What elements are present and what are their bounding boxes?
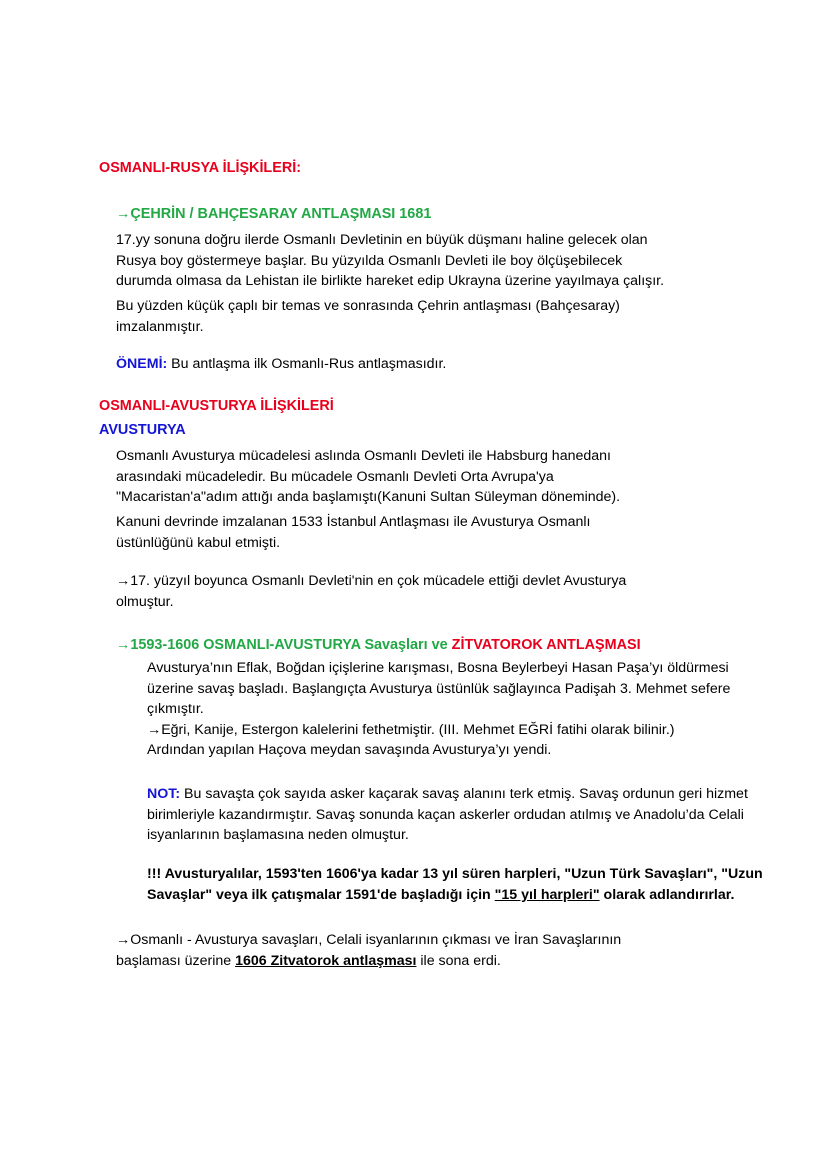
text-line: imzalanmıştır. (116, 318, 204, 335)
war-heading-red: ZİTVATOROK ANTLAŞMASI (451, 637, 641, 653)
text-line: Kanuni devrinde imzalanan 1533 İstanbul Antlaşması ile Avusturya Osmanlı (116, 514, 591, 530)
zitvatorok-treaty-term: 1606 Zitvatorok antlaşması (235, 952, 417, 969)
text-line: olmuştur. (116, 593, 174, 610)
text-line: birimleriyle kazandırmıştır. Savaş sonunda kaçan askerler ordudan atılmış ve Anadolu’da Celali (147, 806, 744, 823)
text-line: Osmanlı Avusturya mücadelesi aslında Osmanlı Devleti ile Habsburg hanedanı (116, 448, 611, 464)
text-line (116, 951, 621, 972)
text-line: arasındaki mücadeledir. Bu mücadele Osmanlı Devleti Orta Avrupa'ya (116, 468, 554, 485)
austria-subheading: AVUSTURYA (99, 422, 186, 438)
text-line (147, 784, 748, 805)
text-line: üstünlüğünü kabul etmişti. (116, 534, 281, 551)
text-line: →Eğri, Kanije, Estergon kalelerini fethetmiştir. (III. Mehmet EĞRİ fatihi olarak bilinir.) (147, 721, 675, 738)
text-line: !!! Avusturyalılar, 1593'ten 1606'ya kadar 13 yıl süren harpleri, "Uzun Türk Savaşları", "Uzun (147, 866, 763, 882)
text-line: Avusturya’nın Eflak, Boğdan içişlerine karışması, Bosna Beylerbeyi Hasan Paşa’yı öldürmesi (147, 660, 729, 676)
text-line: →17. yüzyıl boyunca Osmanlı Devleti'nin en çok mücadele ettiği devlet Avusturya (116, 573, 627, 589)
austria-paragraph-1 (116, 446, 620, 508)
text-line: →Osmanlı - Avusturya savaşları, Celali isyanlarının çıkması ve İran Savaşlarının (116, 932, 622, 948)
russia-paragraph-2 (116, 296, 620, 337)
text-line: isyanlarının başlamasına neden olmuştur. (147, 827, 409, 844)
warning-text-end: olarak adlandırırlar. (599, 886, 735, 903)
not-label: NOT: (147, 786, 181, 802)
text-line: Bu yüzden küçük çaplı bir temas ve sonrasında Çehrin antlaşması (Bahçesaray) (116, 298, 620, 314)
conclusion-paragraph (116, 930, 621, 971)
not-paragraph (147, 784, 748, 846)
fifteen-year-wars-term: "15 yıl harpleri" (494, 886, 600, 903)
war-paragraph (147, 658, 730, 761)
text-line: durumda olmasa da Lehistan ile birlikte hareket edip Ukrayna üzerine yayılmaya çalışır. (116, 273, 665, 290)
warning-paragraph (147, 864, 763, 905)
onem-paragraph (116, 354, 446, 375)
warning-text: Savaşlar" veya ilk çatışmalar 1591'de başladığı için (147, 886, 495, 903)
conclusion-text: başlaması üzerine (116, 952, 236, 969)
cehrin-subheading: →ÇEHRİN / BAHÇESARAY ANTLAŞMASI 1681 (116, 206, 432, 222)
text-line: Rusya boy göstermeye başlar. Bu yüzyılda Osmanlı Devleti ile boy ölçüşebilecek (116, 252, 623, 269)
onem-label: ÖNEMİ: (116, 356, 168, 372)
austria-paragraph-3 (116, 571, 626, 612)
austria-heading: OSMANLI-AVUSTURYA İLİŞKİLERİ (99, 398, 334, 414)
not-text: Bu savaşta çok sayıda asker kaçarak savaş alanını terk etmiş. Savaş ordunun geri hizmet (180, 786, 748, 802)
text-line: "Macaristan'a"adım attığı anda başlamıştı(Kanuni Sultan Süleyman döneminde). (116, 489, 621, 506)
war-heading (116, 635, 641, 656)
austria-paragraph-2 (116, 512, 591, 553)
conclusion-text-end: ile sona erdi. (416, 952, 501, 969)
onem-text: Bu antlaşma ilk Osmanlı-Rus antlaşmasıdır. (167, 356, 447, 372)
text-line: 17.yy sonuna doğru ilerde Osmanlı Devletinin en büyük düşmanı haline gelecek olan (116, 232, 648, 248)
russia-heading: OSMANLI-RUSYA İLİŞKİLERİ: (99, 160, 302, 176)
text-line: çıkmıştır. (147, 701, 204, 718)
russia-paragraph-1 (116, 230, 664, 292)
text-line: Ardından yapılan Haçova meydan savaşında Avusturya’yı yendi. (147, 742, 552, 759)
text-line (147, 885, 763, 906)
text-line: üzerine savaş başladı. Başlangıçta Avusturya üstünlük sağlayınca Padişah 3. Mehmet sefere (147, 680, 731, 697)
war-heading-green: →1593-1606 OSMANLI-AVUSTURYA Savaşları ve (116, 637, 452, 653)
